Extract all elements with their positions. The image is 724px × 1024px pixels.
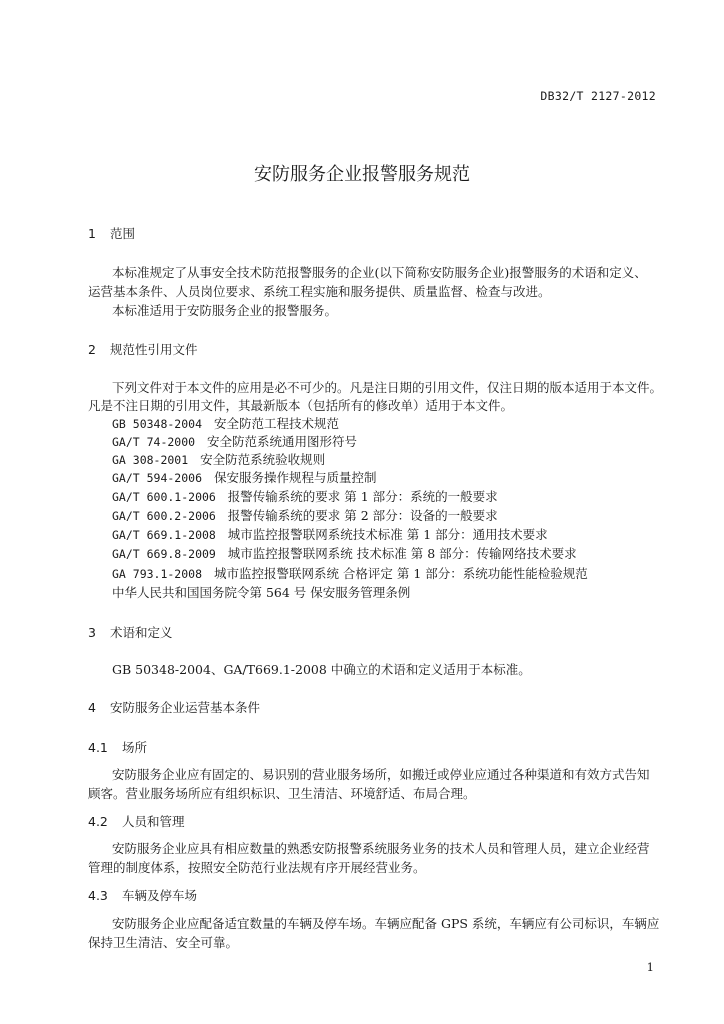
section-title: 范围 <box>109 226 135 241</box>
reference-title: 报警传输系统的要求 第 2 部分：设备的一般要求 <box>227 508 498 523</box>
document-number: DB32/T 2127-2012 <box>540 89 656 103</box>
paragraph-line: 管理的制度体系，按照安全防范行业法规有序开展经营业务。 <box>88 860 426 875</box>
reference-code: GA/T 669.8-2009 <box>112 547 216 561</box>
paragraph-line: GB 50348-2004、GA/T669.1-2008 中确立的术语和定义适用于本标准。 <box>112 662 531 677</box>
reference-title: 报警传输系统的要求 第 1 部分：系统的一般要求 <box>227 489 498 504</box>
paragraph-line: 本标准适用于安防服务企业的报警服务。 <box>112 303 338 318</box>
paragraph-line: 安防服务企业应具有相应数量的熟悉安防报警系统服务业务的技术人员和管理人员，建立企业经营 <box>112 841 650 856</box>
subsection-number: 4.2 <box>88 814 108 829</box>
reference-item <box>112 525 548 543</box>
section-2-heading <box>88 340 198 358</box>
section-title: 规范性引用文件 <box>109 342 198 357</box>
paragraph-line: 本标准规定了从事安全技术防范报警服务的企业(以下简称安防服务企业)报警服务的术语和定义、 <box>112 265 647 280</box>
subsection-number: 4.1 <box>88 740 108 755</box>
subsection-4-2-heading <box>88 812 185 830</box>
section-title: 术语和定义 <box>109 625 173 640</box>
reference-item <box>112 583 410 601</box>
section-title: 安防服务企业运营基本条件 <box>109 700 260 715</box>
paragraph-line: 安防服务企业应配备适宜数量的车辆及停车场。车辆应配备 GPS 系统，车辆应有公司标识，车辆应 <box>112 916 660 931</box>
reference-item <box>112 450 325 468</box>
reference-item <box>112 564 588 582</box>
subsection-title: 人员和管理 <box>121 814 185 829</box>
reference-code: GB 50348-2004 <box>112 417 203 431</box>
reference-item <box>112 468 376 486</box>
subsection-title: 场所 <box>121 740 147 755</box>
reference-item <box>112 487 498 505</box>
paragraph-line: 保持卫生清洁、安全可靠。 <box>88 935 239 950</box>
section-3-heading <box>88 623 173 641</box>
section-4-heading <box>88 698 260 716</box>
reference-title: 安全防范工程技术规范 <box>213 416 339 431</box>
subsection-4-1-heading <box>88 738 147 756</box>
page-number: 1 <box>646 960 654 974</box>
reference-title: 保安服务操作规程与质量控制 <box>213 470 377 485</box>
reference-title: 城市监控报警联网系统 合格评定 第 1 部分：系统功能性能检验规范 <box>213 566 588 581</box>
reference-code: GA 308-2001 <box>112 453 189 467</box>
reference-title: 中华人民共和国国务院令第 564 号 保安服务管理条例 <box>112 585 411 600</box>
reference-title: 安全防范系统验收规则 <box>200 452 326 467</box>
reference-code: GA/T 600.1-2006 <box>112 490 216 504</box>
section-number: 2 <box>88 342 96 357</box>
reference-code: GA/T 669.1-2008 <box>112 528 216 542</box>
paragraph-line: 下列文件对于本文件的应用是必不可少的。凡是注日期的引用文件，仅注日期的版本适用于本文件。 <box>112 380 663 395</box>
reference-code: GA/T 600.2-2006 <box>112 509 216 523</box>
section-number: 1 <box>88 226 96 241</box>
reference-code: GA/T 594-2006 <box>112 471 203 485</box>
paragraph-line: 凡是不注日期的引用文件，其最新版本（包括所有的修改单）适用于本文件。 <box>88 398 514 413</box>
subsection-title: 车辆及停车场 <box>121 888 197 903</box>
reference-title: 城市监控报警联网系统技术标准 第 1 部分：通用技术要求 <box>227 527 548 542</box>
paragraph-line: 安防服务企业应有固定的、易识别的营业服务场所，如搬迁或停业应通过各种渠道和有效方式告知 <box>112 767 650 782</box>
reference-title: 安全防范系统通用图形符号 <box>207 434 358 449</box>
paragraph-line: 顾客。营业服务场所应有组织标识、卫生清洁、环境舒适、布局合理。 <box>88 786 476 801</box>
subsection-number: 4.3 <box>88 888 108 903</box>
section-number: 4 <box>88 700 96 715</box>
reference-code: GA/T 74-2000 <box>112 435 196 449</box>
reference-title: 城市监控报警联网系统 技术标准 第 8 部分：传输网络技术要求 <box>227 546 577 561</box>
page-title: 安防服务企业报警服务规范 <box>254 164 470 185</box>
reference-item <box>112 414 339 432</box>
reference-item <box>112 506 498 524</box>
reference-code: GA 793.1-2008 <box>112 567 203 581</box>
section-1-heading <box>88 224 135 242</box>
subsection-4-3-heading <box>88 886 197 904</box>
reference-item <box>112 432 357 450</box>
reference-item <box>112 544 577 562</box>
paragraph-line: 运营基本条件、人员岗位要求、系统工程实施和服务提供、质量监督、检查与改进。 <box>88 284 551 299</box>
section-number: 3 <box>88 625 96 640</box>
